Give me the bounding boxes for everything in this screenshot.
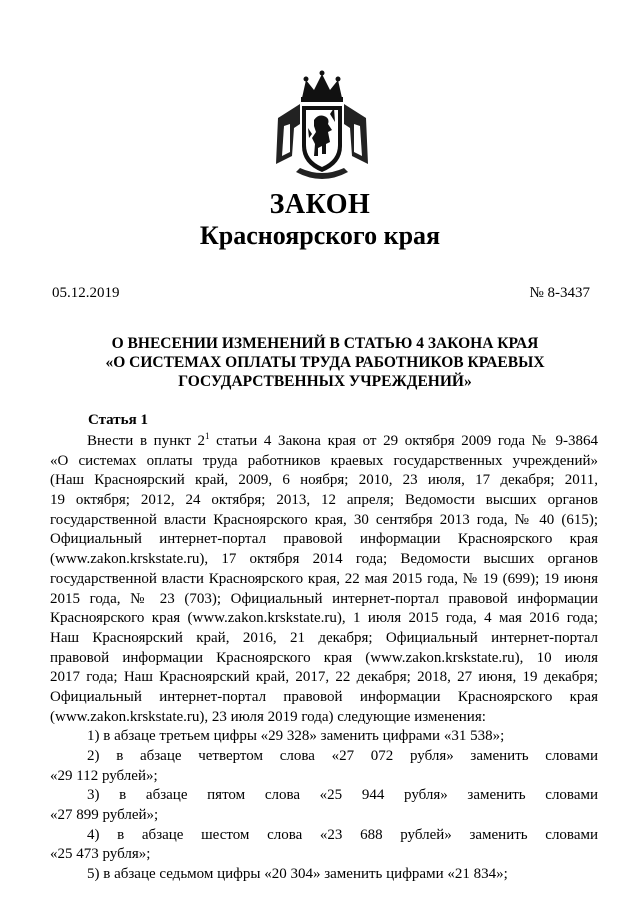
- list-item: 1) в абзаце третьем цифры «29 328» заменить цифрами «31 538»;: [87, 728, 505, 745]
- document-title: ЗАКОН: [269, 189, 371, 220]
- body-line: Наш Красноярский край, 2016, 21 декабря; Официальный интернет-портал: [50, 629, 598, 646]
- article-body: [50, 432, 598, 885]
- body-line: 2017 года; Наш Красноярский край, 2017, 22 декабря; 2018, 27 июня, 19 декабря;: [50, 669, 598, 686]
- body-line: 19 октября; 2012, 24 октября; 2013, 12 апреля; Ведомости высших органов: [50, 492, 598, 509]
- law-heading: [80, 334, 570, 391]
- list-item: 5) в абзаце седьмом цифры «20 304» заменить цифрами «21 834»;: [87, 866, 508, 883]
- body-line: (Наш Красноярский край, 2009, 6 ноября; 2010, 23 июля, 17 декабря; 2011,: [50, 472, 598, 489]
- list-item: 4) в абзаце шестом слова «23 688 рублей» заменить словами: [87, 826, 598, 843]
- body-line: правовой информации Красноярского края (www.zakon.krskstate.ru), 10 июля: [50, 649, 598, 666]
- heading-line: ГОСУДАРСТВЕННЫХ УЧРЕЖДЕНИЙ»: [178, 373, 472, 390]
- body-line: (www.zakon.krskstate.ru), 23 июля 2019 года) следующие изменения:: [50, 708, 486, 725]
- body-line: Официальный интернет-портал правовой информации Красноярского края: [50, 688, 598, 705]
- body-line: государственной власти Красноярского края, 22 мая 2015 года, № 19 (699); 19 июня: [50, 570, 598, 587]
- heading-line: «О СИСТЕМАХ ОПЛАТЫ ТРУДА РАБОТНИКОВ КРАЕВЫХ: [105, 354, 545, 371]
- body-line: Красноярского края (www.zakon.krskstate.ru), 1 июля 2015 года, 4 мая 2016 года;: [50, 610, 598, 627]
- list-item-continuation: «27 899 рублей»;: [50, 807, 159, 824]
- list-item: 2) в абзаце четвертом слова «27 072 рубля» заменить словами: [87, 748, 598, 764]
- body-line: государственной власти Красноярского края, 30 сентября 2013 года, № 40 (615);: [50, 511, 598, 528]
- body-line: «О системах оплаты труда работников краевых государственных учреждений»: [50, 452, 598, 469]
- law-date: 05.12.2019: [52, 285, 120, 301]
- article-title: Статья 1: [88, 412, 148, 428]
- body-line: Официальный интернет-портал правовой информации Красноярского края: [50, 531, 598, 548]
- heading-line: О ВНЕСЕНИИ ИЗМЕНЕНИЙ В СТАТЬЮ 4 ЗАКОНА КРАЯ: [111, 335, 539, 352]
- list-item-continuation: «29 112 рублей»;: [50, 767, 158, 784]
- list-item: 3) в абзаце пятом слова «25 944 рубля» заменить словами: [87, 787, 598, 804]
- body-line: Внести в пункт $2^1$ статьи 4 Закона края от 29 октября 2009 года № 9-3864: [87, 431, 599, 449]
- body-line: (www.zakon.krskstate.ru), 17 октября 2014 года; Ведомости высших органов: [50, 551, 598, 568]
- list-item-continuation: «25 473 рубля»;: [50, 846, 151, 863]
- superscript: 1: [205, 431, 210, 441]
- law-number: № 8-3437: [529, 285, 590, 301]
- document-subtitle: Красноярского края: [199, 221, 441, 250]
- body-line: 2015 года, № 23 (703); Официальный интернет-портал правовой информации: [50, 590, 598, 607]
- krasnoyarsk-coat-of-arms-icon: [272, 68, 372, 186]
